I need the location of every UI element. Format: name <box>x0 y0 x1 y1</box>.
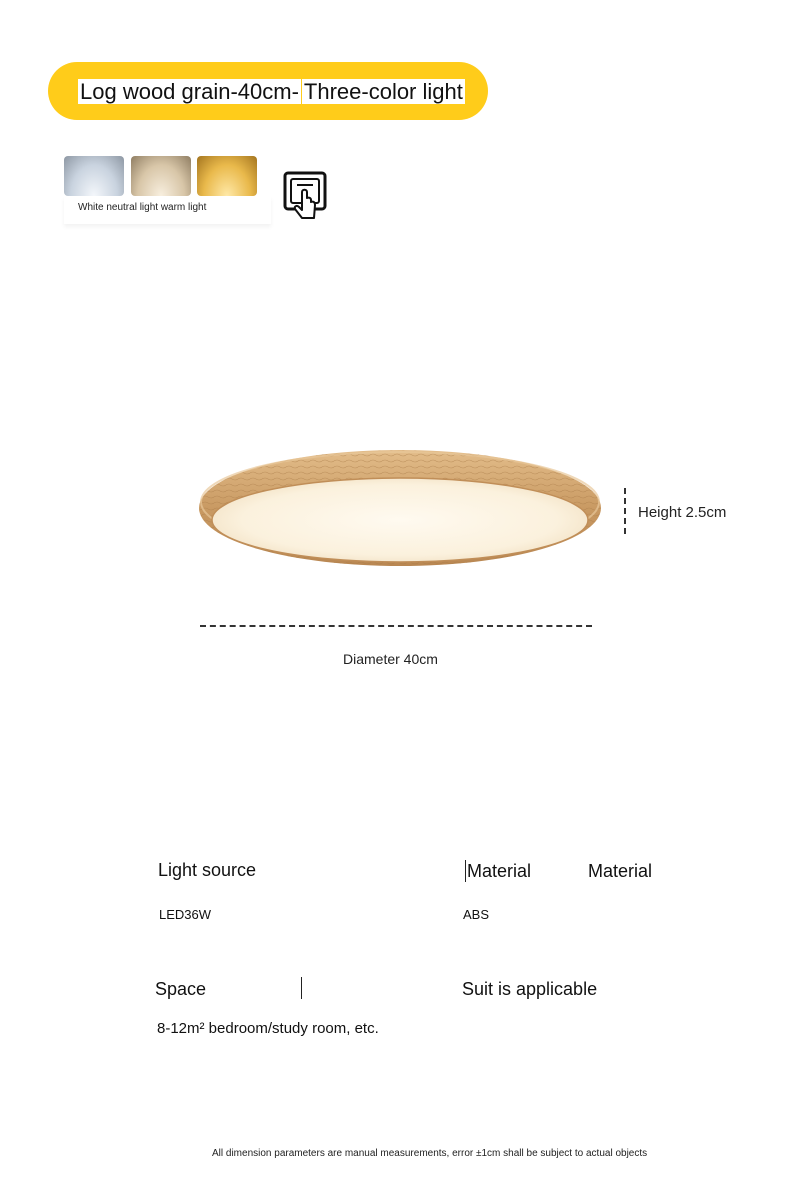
warm-light-swatch <box>197 156 257 196</box>
remote-switch-icon <box>282 170 328 222</box>
suit-applicable-label: Suit is applicable <box>462 979 598 999</box>
light-source-value: LED36W <box>159 907 212 922</box>
neutral-light-swatch <box>131 156 191 196</box>
material-label-secondary: Material <box>588 861 653 881</box>
space-label: Space <box>155 979 207 999</box>
space-value: 8-12m² bedroom/study room, etc. <box>157 1020 379 1037</box>
white-light-swatch <box>64 156 124 196</box>
height-label: Height 2.5cm <box>638 504 727 521</box>
light-source-label: Light source <box>158 860 257 880</box>
divider <box>301 977 302 999</box>
material-label: Material <box>467 861 532 881</box>
diameter-dimension-line <box>200 625 592 627</box>
measurement-disclaimer: All dimension parameters are manual measurements, error ±1cm shall be subject to actual objects <box>212 1148 648 1159</box>
diameter-label: Diameter 40cm <box>343 651 438 667</box>
color-mode-label: White neutral light warm light <box>64 196 271 224</box>
title-banner <box>48 62 488 120</box>
product-title <box>78 76 465 108</box>
title-part-1: Log wood grain-40cm- <box>80 79 299 104</box>
divider <box>465 860 466 882</box>
material-value: ABS <box>463 907 490 922</box>
ceiling-lamp-image <box>190 440 610 580</box>
title-part-2: Three-color light <box>303 79 463 104</box>
height-dimension-line <box>624 488 626 534</box>
